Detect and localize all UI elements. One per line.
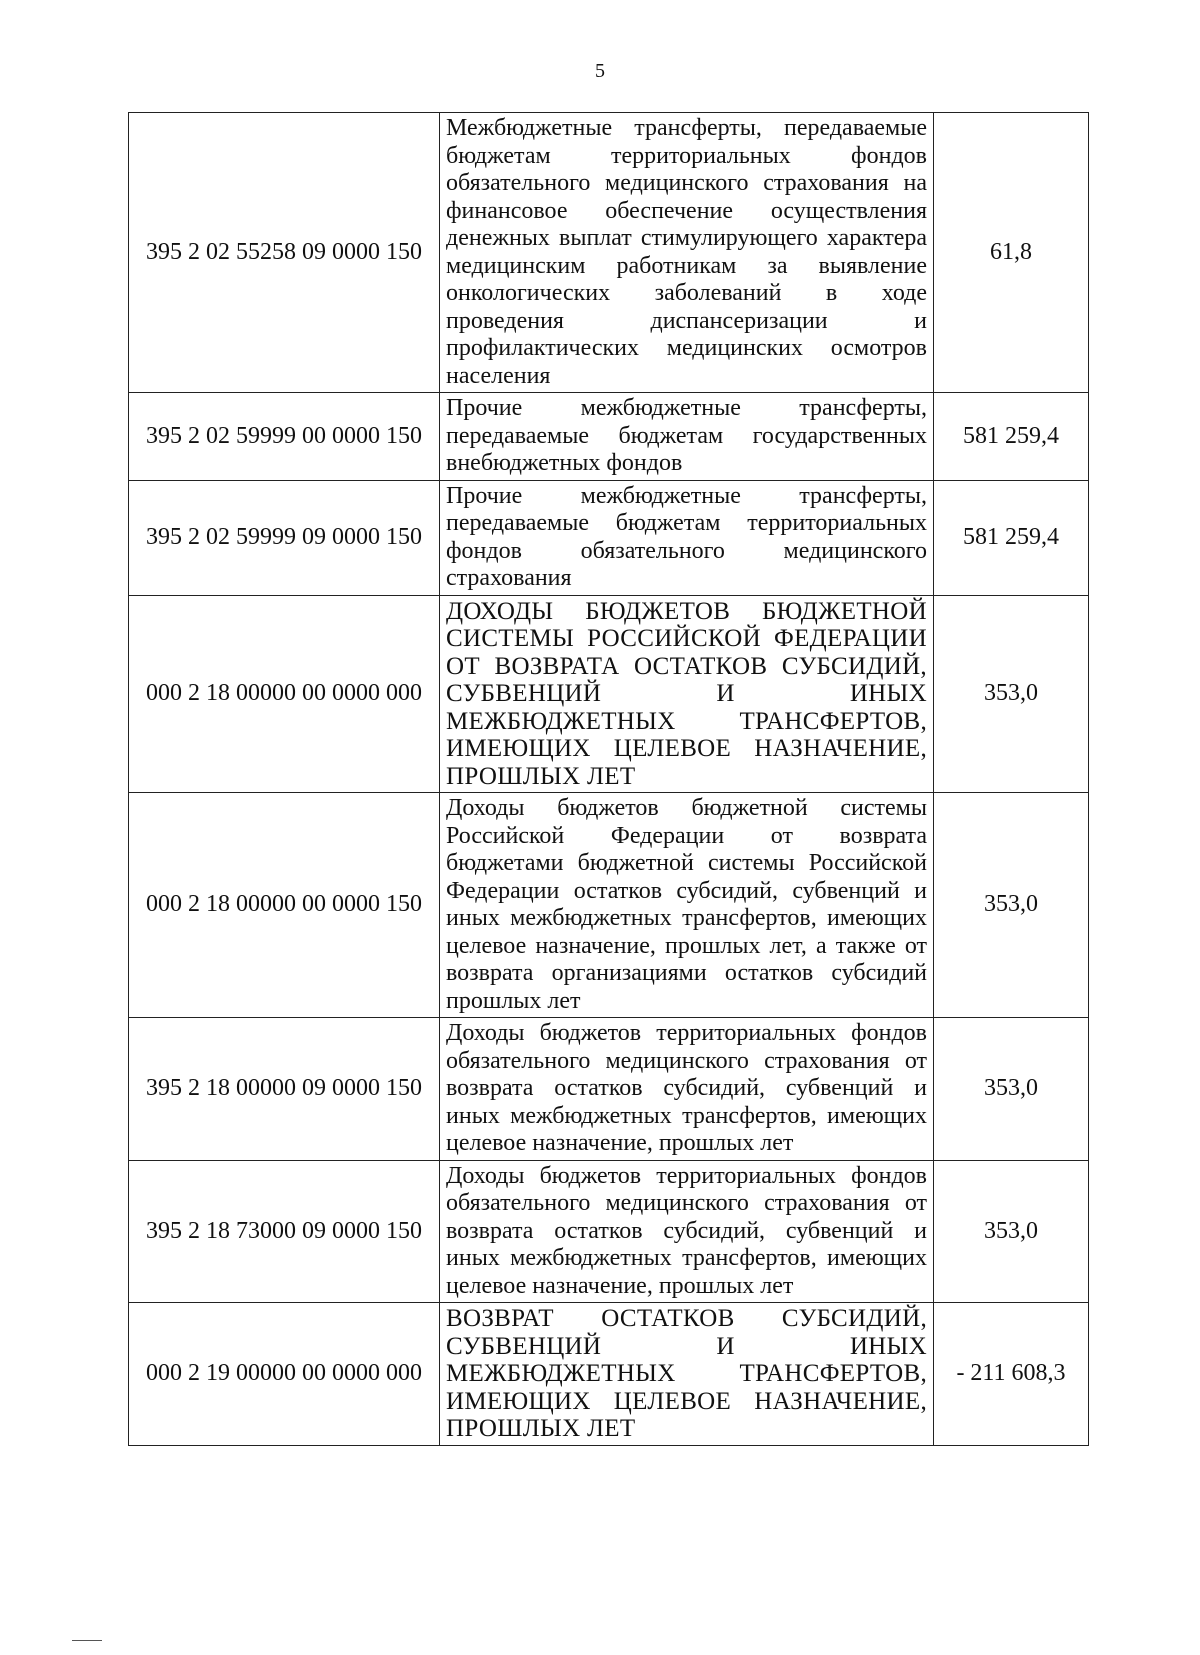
scan-mark <box>72 1640 102 1641</box>
row-name: Доходы бюджетов бюджетной системы Российской Федерации от возврата бюджетами бюджетной системы Российской Федерации остатков субсидий, субвенций и иных межбюджетных трансфертов, имеющих целевое назначение, прошлых лет, а также от возврата организациями остатков субсидий прошлых лет <box>440 793 934 1018</box>
page-number: 5 <box>595 60 605 82</box>
row-amount: 353,0 <box>934 1018 1089 1161</box>
row-code: 000 2 18 00000 00 0000 150 <box>129 793 440 1018</box>
row-name: ДОХОДЫ БЮДЖЕТОВ БЮДЖЕТНОЙ СИСТЕМЫ РОССИЙСКОЙ ФЕДЕРАЦИИ ОТ ВОЗВРАТА ОСТАТКОВ СУБСИДИЙ, СУБВЕНЦИЙ И ИНЫХ МЕЖБЮДЖЕТНЫХ ТРАНСФЕРТОВ, ИМЕЮЩИХ ЦЕЛЕВОЕ НАЗНАЧЕНИЕ, ПРОШЛЫХ ЛЕТ <box>440 595 934 793</box>
row-code: 000 2 19 00000 00 0000 000 <box>129 1303 440 1446</box>
row-amount: 353,0 <box>934 793 1089 1018</box>
table-row <box>129 595 1089 793</box>
row-code: 395 2 02 55258 09 0000 150 <box>129 113 440 393</box>
table-row <box>129 113 1089 393</box>
table-row <box>129 1303 1089 1446</box>
row-amount: 581 259,4 <box>934 393 1089 481</box>
row-code: 000 2 18 00000 00 0000 000 <box>129 595 440 793</box>
table-row <box>129 393 1089 481</box>
table-row <box>129 1018 1089 1161</box>
row-code: 395 2 18 00000 09 0000 150 <box>129 1018 440 1161</box>
row-amount: 353,0 <box>934 595 1089 793</box>
row-name: Доходы бюджетов территориальных фондов обязательного медицинского страхования от возврата остатков субсидий, субвенций и иных межбюджетных трансфертов, имеющих целевое назначение, прошлых лет <box>440 1160 934 1303</box>
row-code: 395 2 02 59999 00 0000 150 <box>129 393 440 481</box>
row-code: 395 2 18 73000 09 0000 150 <box>129 1160 440 1303</box>
row-amount: 61,8 <box>934 113 1089 393</box>
budget-revenue-table <box>128 112 1089 1446</box>
table-row <box>129 480 1089 595</box>
row-name: Доходы бюджетов территориальных фондов обязательного медицинского страхования от возврата остатков субсидий, субвенций и иных межбюджетных трансфертов, имеющих целевое назначение, прошлых лет <box>440 1018 934 1161</box>
row-name: Прочие межбюджетные трансферты, передаваемые бюджетам территориальных фондов обязательного медицинского страхования <box>440 480 934 595</box>
row-name: Прочие межбюджетные трансферты, передаваемые бюджетам государственных внебюджетных фондов <box>440 393 934 481</box>
table-row <box>129 793 1089 1018</box>
row-name: ВОЗВРАТ ОСТАТКОВ СУБСИДИЙ, СУБВЕНЦИЙ И ИНЫХ МЕЖБЮДЖЕТНЫХ ТРАНСФЕРТОВ, ИМЕЮЩИХ ЦЕЛЕВОЕ НАЗНАЧЕНИЕ, ПРОШЛЫХ ЛЕТ <box>440 1303 934 1446</box>
row-amount: 353,0 <box>934 1160 1089 1303</box>
table-row <box>129 1160 1089 1303</box>
row-code: 395 2 02 59999 09 0000 150 <box>129 480 440 595</box>
row-amount: 581 259,4 <box>934 480 1089 595</box>
row-name: Межбюджетные трансферты, передаваемые бюджетам территориальных фондов обязательного медицинского страхования на финансовое обеспечение осуществления денежных выплат стимулирующего характера медицинским работникам за выявление онкологических заболеваний в ходе проведения диспансеризации и профилактических медицинских осмотров населения <box>440 113 934 393</box>
row-amount: - 211 608,3 <box>934 1303 1089 1446</box>
